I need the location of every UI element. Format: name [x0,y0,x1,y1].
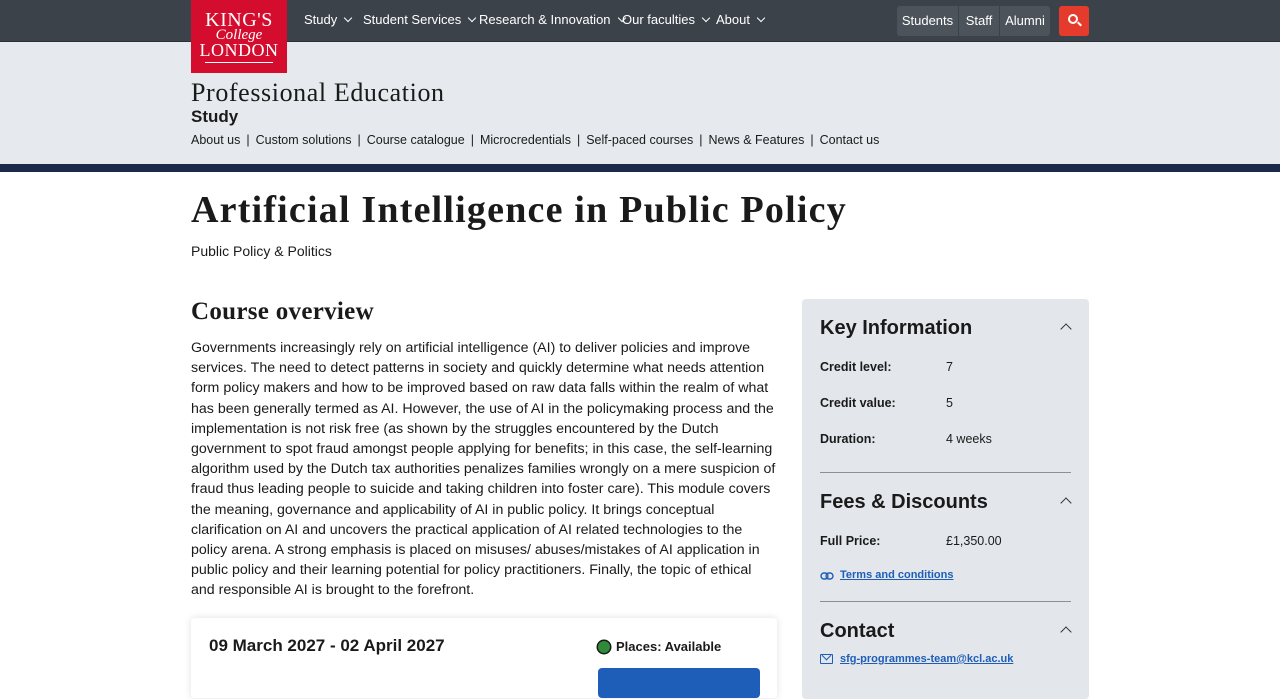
duration-label: Duration: [820,432,876,446]
apply-button[interactable] [598,668,760,698]
subnav-about-us[interactable]: About us [191,133,241,147]
nav-item-research-innovation[interactable] [479,12,625,27]
chevron-down-icon [344,14,352,22]
course-subject: Public Policy & Politics [191,243,332,259]
nav-item-our-faculties[interactable] [622,12,709,27]
terms-and-conditions-link[interactable]: Terms and conditions [840,569,954,581]
audience-link-staff[interactable]: Staff [959,6,999,36]
nav-item-label: Research & Innovation [479,12,611,27]
site-title[interactable]: Professional Education [191,78,445,107]
link-icon [820,572,834,580]
nav-item-student-services[interactable] [363,12,475,27]
nav-item-label: Our faculties [622,12,695,27]
fees-discounts-heading[interactable]: Fees & Discounts [820,491,988,513]
header-divider-band [0,164,1280,172]
nav-item-label: About [716,12,750,27]
places-status: Places: Available [616,639,722,654]
subnav-self-paced-courses[interactable]: Self-paced courses [586,133,694,147]
full-price-value: £1,350.00 [946,534,1002,548]
divider [820,472,1071,473]
chevron-down-icon [702,14,710,22]
site-section-label: Study [191,107,239,126]
audience-link-students[interactable]: Students [897,6,958,36]
credit-value-label: Credit value: [820,396,896,410]
page-title: Artificial Intelligence in Public Policy [191,189,847,231]
availability-status-icon [598,641,610,653]
credit-level-label: Credit level: [820,360,892,374]
chevron-up-icon[interactable] [1060,626,1071,637]
duration-value: 4 weeks [946,432,992,446]
key-information-heading[interactable]: Key Information [820,317,973,339]
contact-email-link[interactable]: sfg-programmes-team@kcl.ac.uk [840,653,1014,665]
kings-college-london-logo[interactable]: KING'S College LONDON [191,0,287,73]
course-date-card [191,618,777,698]
sub-navigation: About us | Custom solutions | Course catalogue | Microcredentials | Self-paced courses | News & Features | Contact us [191,133,880,147]
chevron-down-icon [757,14,765,22]
divider [820,601,1071,602]
course-overview-heading: Course overview [191,298,374,325]
subnav-custom-solutions[interactable]: Custom solutions [255,133,352,147]
credit-value-value: 5 [946,396,953,410]
subnav-course-catalogue[interactable]: Course catalogue [366,133,465,147]
subnav-news-features[interactable]: News & Features [708,133,805,147]
contact-heading[interactable]: Contact [820,620,895,642]
nav-item-label: Study [304,12,338,27]
nav-item-label: Student Services [363,12,462,27]
nav-item-study[interactable] [304,12,351,27]
chevron-up-icon[interactable] [1060,497,1071,508]
full-price-label: Full Price: [820,534,881,548]
key-information-panel [802,299,1089,699]
search-button[interactable] [1059,6,1089,36]
subnav-contact-us[interactable]: Contact us [819,133,880,147]
subnav-microcredentials[interactable]: Microcredentials [479,133,571,147]
audience-link-alumni[interactable]: Alumni [1000,6,1050,36]
nav-item-about[interactable] [716,12,764,27]
mail-icon [820,654,833,664]
credit-level-value: 7 [946,360,953,374]
course-dates: 09 March 2027 - 02 April 2027 [209,636,445,655]
chevron-down-icon [468,14,476,22]
course-overview-text: Governments increasingly rely on artificial intelligence (AI) to deliver policies and improve services. The need to detect patterns in society and quickly determine what needs attention form policy makers and how to be improved based on raw data falls within the realm of what has been generally termed as AI. However, the use of AI in the policymaking process and the implementation is not risk free (as shown by the struggles encountered by the Dutch government to spot fraud amongst people applying for benefits; in this case, the self-learning algorithm used by the Dutch tax authorities penalizes families wrongly on a mere suspicion of fraud thus leading people to suicide and taking children into foster care). This module covers the meaning, governance and applicability of AI in public policy. It brings conceptual clarification on AI and uncovers the practical application of AI related technologies to the policy arena. A strong emphasis is placed on misuses/ abuses/mistakes of AI application in public policy and their learning potential for policy practitioners. Finally, the topic of ethical and responsible AI is brought to the forefront. [191,340,776,599]
chevron-up-icon[interactable] [1060,323,1071,334]
